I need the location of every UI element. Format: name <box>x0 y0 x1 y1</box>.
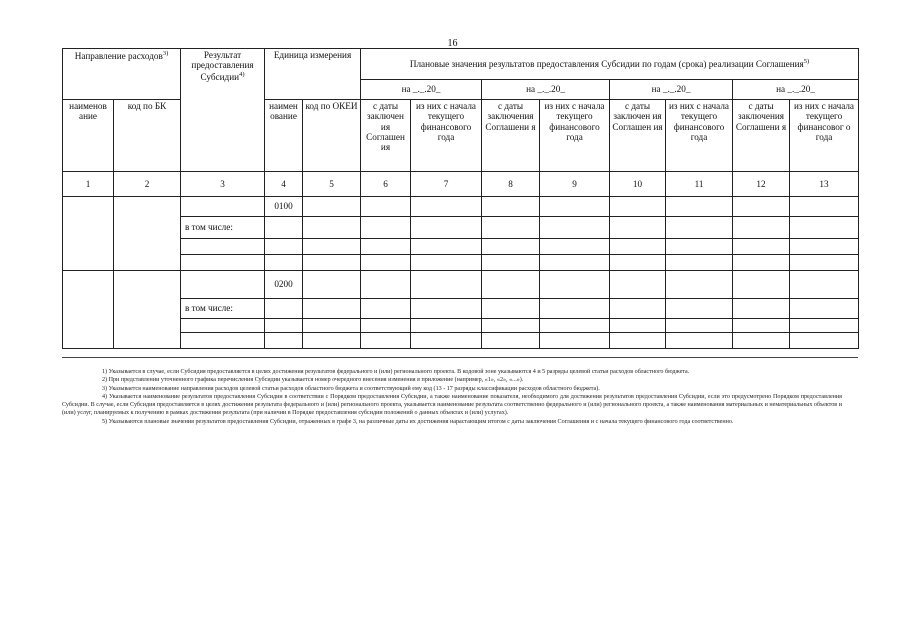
table-cell[interactable] <box>790 239 859 255</box>
table-cell[interactable] <box>733 217 790 239</box>
table-cell[interactable] <box>790 197 859 217</box>
table-cell[interactable] <box>265 239 303 255</box>
table-cell[interactable] <box>610 319 666 333</box>
subheader-unit-name: наимен ование <box>265 100 303 172</box>
header-result: Результат предоставления Субсидии$^{4)}$ <box>181 49 265 172</box>
table-cell[interactable] <box>303 299 361 319</box>
table-cell[interactable] <box>790 319 859 333</box>
table-cell[interactable] <box>666 299 733 319</box>
subheader-from-date-1: с даты заключен ия Соглашен ия <box>361 100 411 172</box>
table-row <box>63 319 859 333</box>
table-row <box>63 197 859 217</box>
table-row <box>63 239 859 255</box>
table-cell[interactable] <box>482 319 540 333</box>
table-cell[interactable] <box>540 333 610 349</box>
table-cell[interactable] <box>790 271 859 299</box>
including-label: в том числе: <box>181 217 265 239</box>
table-cell[interactable] <box>114 271 181 349</box>
col-number: 1 <box>63 172 114 197</box>
table-cell[interactable] <box>303 197 361 217</box>
subheader-code-bk: код по БК <box>114 100 181 172</box>
table-cell[interactable] <box>482 239 540 255</box>
table-cell[interactable] <box>361 217 411 239</box>
table-cell[interactable] <box>181 271 265 299</box>
table-row <box>63 299 859 319</box>
subheader-from-date-4: с даты заключения Соглашени я <box>733 100 790 172</box>
table-cell[interactable] <box>666 333 733 349</box>
table-cell[interactable] <box>733 197 790 217</box>
col-number: 6 <box>361 172 411 197</box>
col-number: 5 <box>303 172 361 197</box>
table-cell[interactable] <box>303 255 361 271</box>
footnote-separator <box>62 357 858 358</box>
code-cell: 0200 <box>265 271 303 299</box>
table-cell[interactable] <box>303 217 361 239</box>
table-cell[interactable] <box>666 239 733 255</box>
table-cell[interactable] <box>666 319 733 333</box>
table-cell[interactable] <box>540 217 610 239</box>
header-direction: Направление расходов$^{3)}$ <box>63 49 181 100</box>
table-cell[interactable] <box>361 239 411 255</box>
table-cell[interactable] <box>610 255 666 271</box>
col-number: 7 <box>411 172 482 197</box>
footnote-1: 1) Указывается в случае, если Субсидия предоставляется в целях достижения результатов федерального и (или) регионального проекта. В кодовой зоне указываются 4 и 5 разряды целевой статьи расходов областного бюджета. <box>102 369 690 375</box>
table-cell[interactable] <box>181 319 265 333</box>
table-cell[interactable] <box>361 255 411 271</box>
table-cell[interactable] <box>733 239 790 255</box>
subheader-from-year-4: из них с начала текущего финансовог о года <box>790 100 859 172</box>
table-cell[interactable] <box>733 255 790 271</box>
footnotes <box>62 368 842 426</box>
table-cell[interactable] <box>303 333 361 349</box>
subheader-from-year-2: из них с начала текущего финансового года <box>540 100 610 172</box>
table-cell[interactable] <box>361 271 411 299</box>
col-number: 8 <box>482 172 540 197</box>
footnote-4: 4) Указывается наименование результатов предоставления Субсидии в соответствии с Порядком предоставления Субсидии, а также наименование показателя, необходимого для достижения результатов предоставления Субсидии, если это предусмотрено Порядком предоставления Субсидии. В случае, если Субсидия предоставляется в целях достижения результата федерального и (или) регионального проекта, указывается наименование результата соответственно федерального и (или) регионального проекта, а также наименования материальных и нематериальных объектов и (или) услуг, планируемых к получению в рамках достижения результата (при наличии в Порядке предоставления субсидии положений о данных объектах и (или) услугах). <box>62 393 842 417</box>
col-number: 10 <box>610 172 666 197</box>
table-cell[interactable] <box>733 271 790 299</box>
table-cell[interactable] <box>303 271 361 299</box>
code-cell: 0100 <box>265 197 303 217</box>
header-unit: Единица измерения <box>265 49 361 100</box>
col-number: 9 <box>540 172 610 197</box>
table-cell[interactable] <box>790 299 859 319</box>
table-cell[interactable] <box>790 333 859 349</box>
table-cell[interactable] <box>181 197 265 217</box>
table-cell[interactable] <box>482 299 540 319</box>
table-cell[interactable] <box>666 217 733 239</box>
table-cell[interactable] <box>482 197 540 217</box>
table-cell[interactable] <box>361 319 411 333</box>
table-cell[interactable] <box>265 299 303 319</box>
subheader-from-date-2: с даты заключения Соглашени я <box>482 100 540 172</box>
table-cell[interactable] <box>540 319 610 333</box>
col-number: 4 <box>265 172 303 197</box>
subheader-from-year-1: из них с начала текущего финансового года <box>411 100 482 172</box>
year-label-2: на _._.20_ <box>482 80 610 100</box>
table-cell[interactable] <box>361 299 411 319</box>
table-row <box>63 271 859 299</box>
table-cell[interactable] <box>411 255 482 271</box>
table-cell[interactable] <box>733 319 790 333</box>
table-row <box>63 255 859 271</box>
table-row <box>63 217 859 239</box>
table-cell[interactable] <box>361 197 411 217</box>
table-cell[interactable] <box>411 299 482 319</box>
table-cell[interactable] <box>411 319 482 333</box>
table-cell[interactable] <box>181 239 265 255</box>
footnote-3: 3) Указывается наименование направления расходов целевой статьи расходов областного бюджета и соответствующий ему код (13 - 17 разряды классификации расходов областного бюджета). <box>102 385 600 392</box>
col-number: 2 <box>114 172 181 197</box>
table-cell[interactable] <box>540 271 610 299</box>
table-cell[interactable] <box>666 271 733 299</box>
year-label-4: на _._.20_ <box>733 80 859 100</box>
table-cell[interactable] <box>265 255 303 271</box>
year-label-1: на _._.20_ <box>361 80 482 100</box>
subheader-from-date-3: с даты заключен ия Соглашен ия <box>610 100 666 172</box>
year-label-3: на _._.20_ <box>610 80 733 100</box>
table-cell[interactable] <box>610 271 666 299</box>
table-cell[interactable] <box>303 319 361 333</box>
table-cell[interactable] <box>482 255 540 271</box>
column-number-row <box>63 172 859 197</box>
table-cell[interactable] <box>540 197 610 217</box>
page-number: 16 <box>447 38 458 49</box>
table-cell[interactable] <box>411 271 482 299</box>
table-cell[interactable] <box>181 333 265 349</box>
table-cell[interactable] <box>540 299 610 319</box>
table-cell[interactable] <box>265 333 303 349</box>
table-cell[interactable] <box>181 255 265 271</box>
table-cell[interactable] <box>790 217 859 239</box>
table-cell[interactable] <box>63 197 114 271</box>
table-cell[interactable] <box>411 217 482 239</box>
col-number: 3 <box>181 172 265 197</box>
table-cell[interactable] <box>733 299 790 319</box>
table-cell[interactable] <box>790 255 859 271</box>
table-cell[interactable] <box>411 333 482 349</box>
subheader-name: наименов ание <box>63 100 114 172</box>
table-cell[interactable] <box>540 239 610 255</box>
col-number: 13 <box>790 172 859 197</box>
table-cell[interactable] <box>610 197 666 217</box>
table-cell[interactable] <box>361 333 411 349</box>
including-label: в том числе: <box>181 299 265 319</box>
table-cell[interactable] <box>733 333 790 349</box>
col-number: 12 <box>733 172 790 197</box>
subheader-from-year-3: из них с начала текущего финансового года <box>666 100 733 172</box>
table-cell[interactable] <box>610 217 666 239</box>
table-cell[interactable] <box>482 333 540 349</box>
header-plan: Плановые значения результатов предоставления Субсидии по годам (срока) реализации Соглашения$^{5)}$ <box>361 49 859 80</box>
table-cell[interactable] <box>63 271 114 349</box>
table-cell[interactable] <box>482 271 540 299</box>
table-cell[interactable] <box>265 319 303 333</box>
table-cell[interactable] <box>666 197 733 217</box>
footnote-5: 5) Указываются плановые значения результатов предоставления Субсидии, отраженных в графе 3, на различные даты их достижения нарастающим итогом с даты заключения Соглашения и с начала текущего финансового года соответственно. <box>102 418 734 425</box>
table-cell[interactable] <box>303 239 361 255</box>
table-cell[interactable] <box>482 217 540 239</box>
table-cell[interactable] <box>411 197 482 217</box>
footnote-2: 2) При представлении уточненного графика перечисления Субсидии указывается номер очередного внесения изменения в приложение (например, «1», «2», «...»). <box>102 377 524 384</box>
table-cell[interactable] <box>411 239 482 255</box>
col-number: 11 <box>666 172 733 197</box>
table-row <box>63 333 859 349</box>
table-cell[interactable] <box>666 255 733 271</box>
table-cell[interactable] <box>610 239 666 255</box>
table-cell[interactable] <box>610 333 666 349</box>
subsidy-results-table <box>62 48 859 349</box>
subheader-okei: код по ОКЕИ <box>303 100 361 172</box>
table-cell[interactable] <box>265 217 303 239</box>
table-cell[interactable] <box>540 255 610 271</box>
table-cell[interactable] <box>610 299 666 319</box>
table-cell[interactable] <box>114 197 181 271</box>
